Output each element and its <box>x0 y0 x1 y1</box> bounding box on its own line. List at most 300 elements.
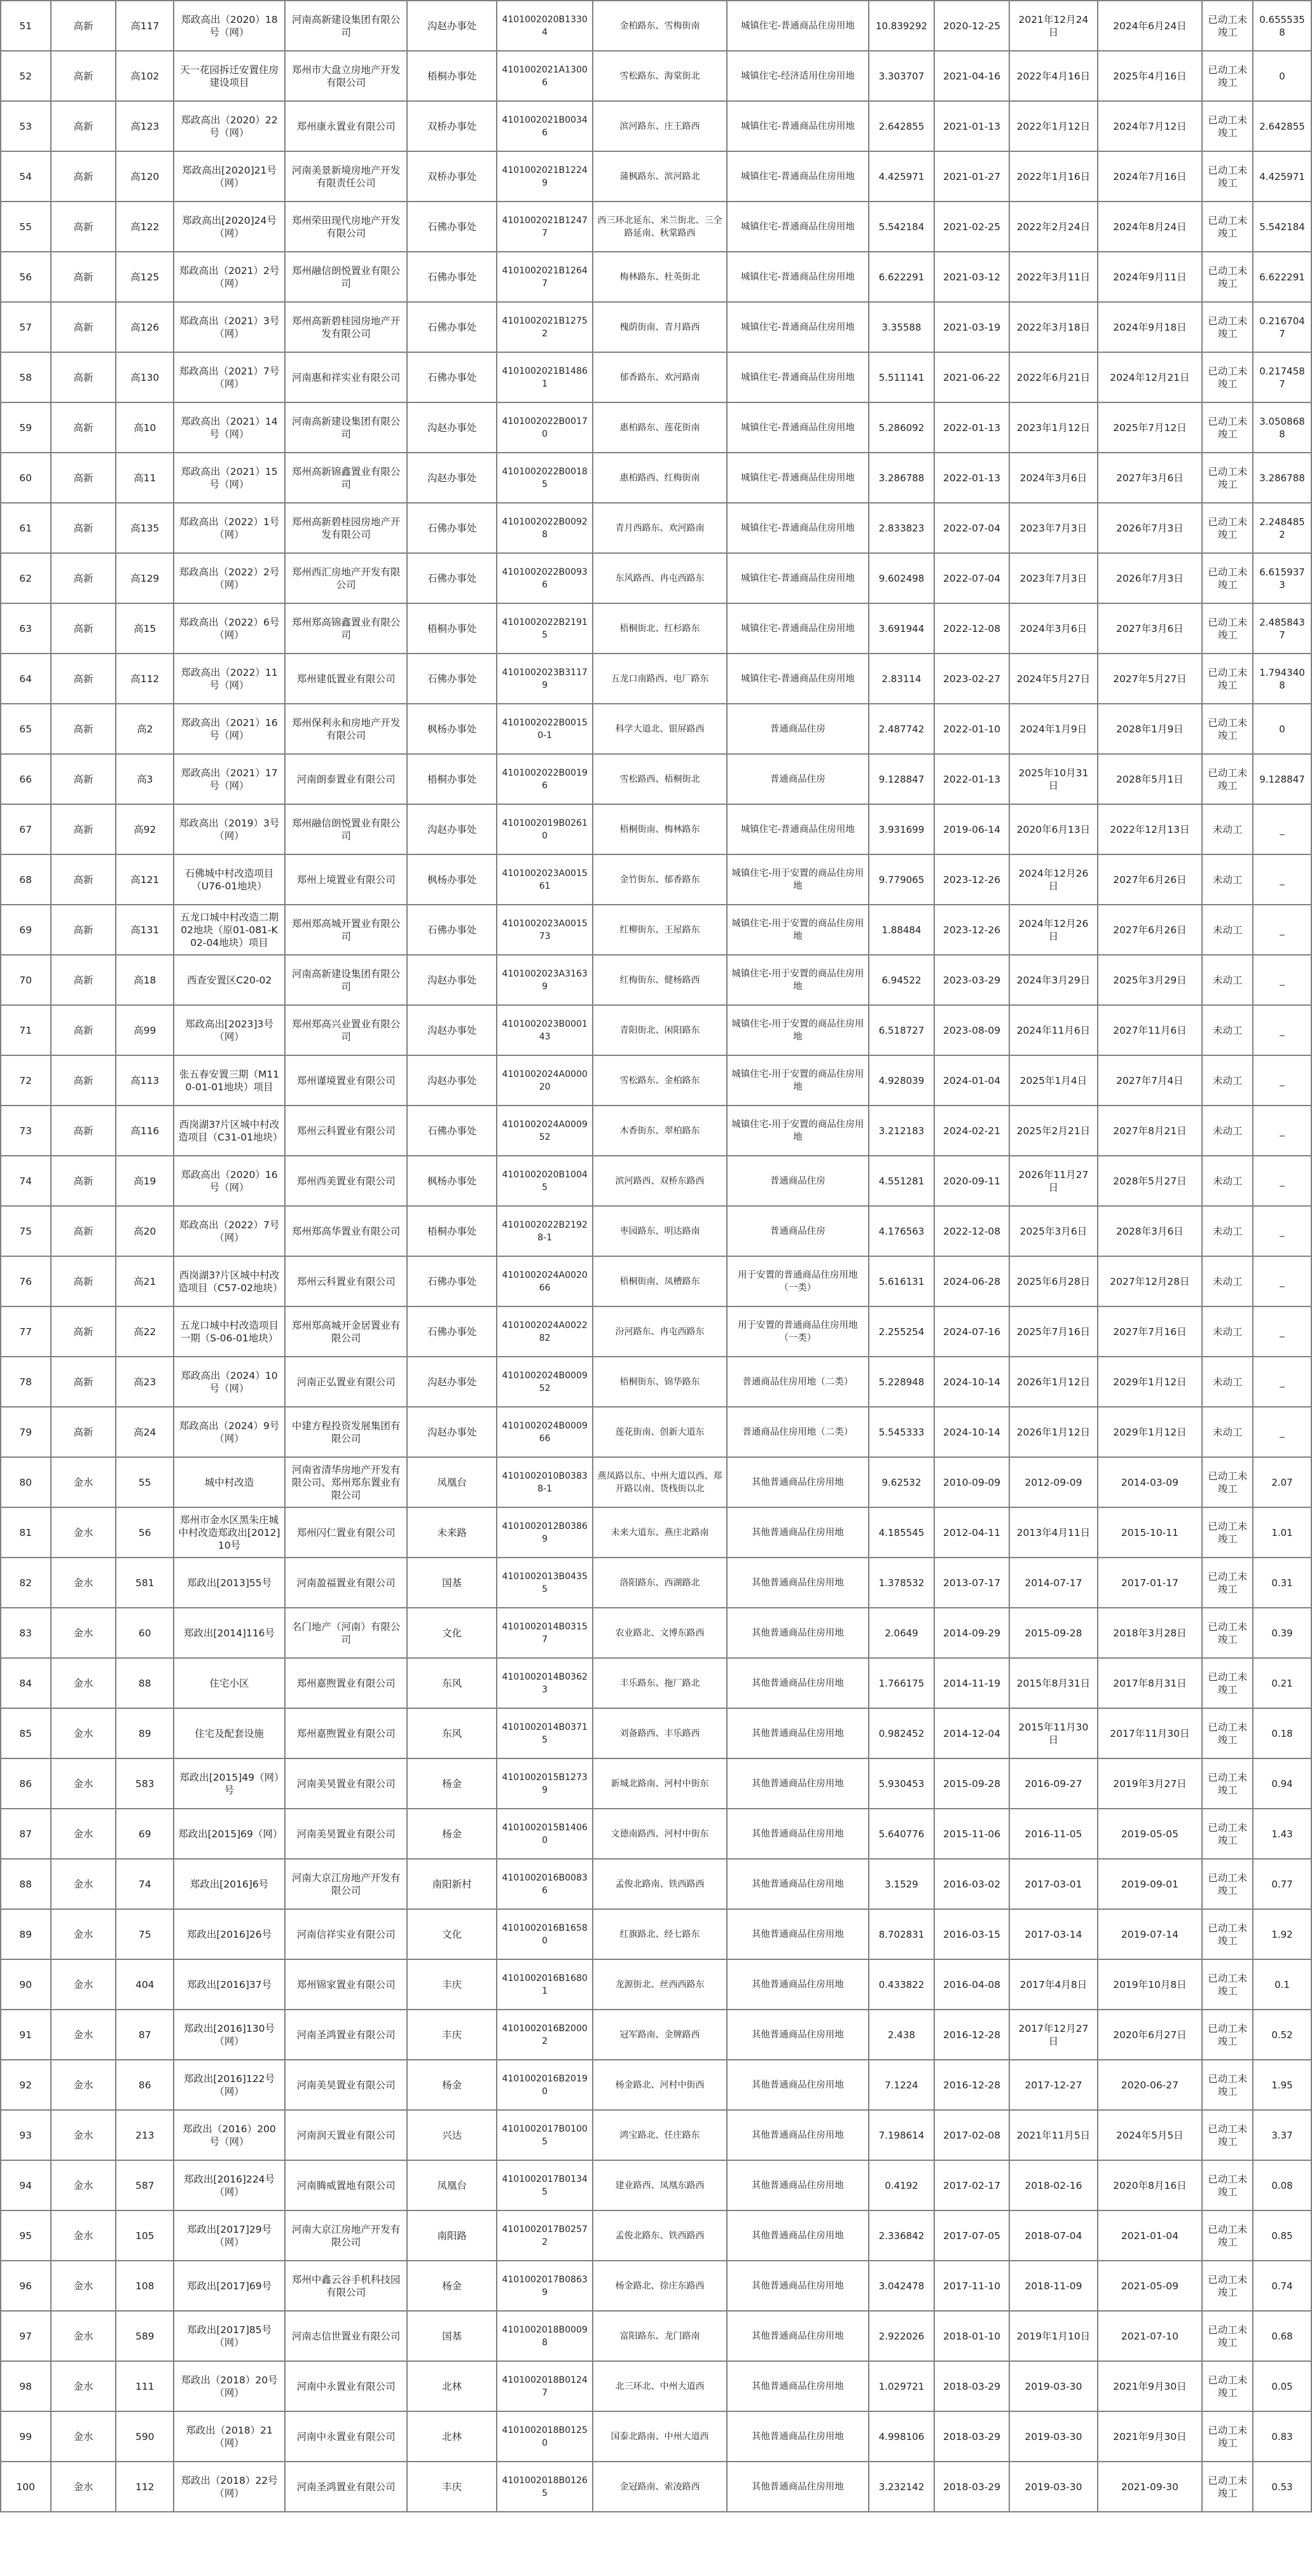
cell-company-name: 郑州锦家置业有限公司 <box>285 1959 407 2010</box>
cell-transfer-date: 2024-10-14 <box>934 1357 1009 1407</box>
cell-start-date: 2012-09-09 <box>1009 1457 1097 1507</box>
cell-district: 高新 <box>51 1306 116 1357</box>
cell-status: 已动工未竣工 <box>1202 654 1253 704</box>
cell-project-name: 西岗湖3?片区城中村改造项目（C57-02地块） <box>174 1256 285 1306</box>
cell-district: 高新 <box>51 1256 116 1306</box>
cell-land-code: 410100202​1B00346 <box>497 101 593 151</box>
cell-company-name: 河南朗泰置业有限公司 <box>285 754 407 804</box>
cell-project-name: 郑政高出（2021）2号（网） <box>174 252 285 302</box>
cell-status: 已动工未竣工 <box>1202 402 1253 453</box>
cell-completion-date: 2021年9月30日 <box>1098 2361 1203 2411</box>
cell-area: 2.255254 <box>869 1306 934 1357</box>
cell-status: 已动工未竣工 <box>1202 453 1253 503</box>
cell-location: 惠柏路西、红梅街南 <box>593 453 726 503</box>
cell-transfer-date: 2013-07-17 <box>934 1558 1009 1608</box>
cell-area: 2.642855 <box>869 101 934 151</box>
cell-row-number: 83 <box>1 1608 51 1658</box>
cell-district: 金水 <box>51 1859 116 1909</box>
cell-parcel-code: 69 <box>116 1809 174 1859</box>
cell-subdistrict: 南阳路 <box>407 2210 496 2261</box>
cell-company-name: 郑州高新碧桂园房地产开发有限公司 <box>285 302 407 352</box>
cell-row-number: 80 <box>1 1457 51 1507</box>
table-row <box>1 1809 1311 1859</box>
cell-parcel-code: 108 <box>116 2261 174 2311</box>
cell-start-date: 2022年1月16日 <box>1009 151 1097 202</box>
cell-transfer-date: 2022-12-08 <box>934 1206 1009 1256</box>
cell-location: 红梅街东、健杨路西 <box>593 955 726 1005</box>
cell-start-date: 2026年1月12日 <box>1009 1407 1097 1457</box>
cell-company-name: 郑州中鑫云谷手机科技园有限公司 <box>285 2261 407 2311</box>
cell-location: 金柏路东、雪梅街南 <box>593 1 726 51</box>
cell-subdistrict: 梧桐办事处 <box>407 1206 496 1256</box>
cell-start-date: 2016-11-05 <box>1009 1809 1097 1859</box>
cell-parcel-code: 高120 <box>116 151 174 202</box>
cell-status: 未动工 <box>1202 1005 1253 1055</box>
cell-area: 7.198614 <box>869 2110 934 2160</box>
cell-transfer-date: 2022-07-04 <box>934 553 1009 603</box>
cell-remaining-area: 0.08 <box>1253 2160 1311 2210</box>
cell-remaining-area: _ <box>1253 1055 1311 1106</box>
table-row <box>1 1055 1311 1106</box>
cell-completion-date: 2019-09-01 <box>1098 1859 1203 1909</box>
cell-project-name: 五龙口城中村改造二期02地块（原01-081-K02-04地块）项目 <box>174 905 285 955</box>
cell-completion-date: 2027年3月6日 <box>1098 603 1203 654</box>
cell-remaining-area: 1.7943408 <box>1253 654 1311 704</box>
cell-parcel-code: 213 <box>116 2110 174 2160</box>
cell-subdistrict: 石佛办事处 <box>407 654 496 704</box>
cell-land-code: 410100201​3B04355 <box>497 1558 593 1608</box>
cell-remaining-area: 2.4858437 <box>1253 603 1311 654</box>
table-row <box>1 1256 1311 1306</box>
cell-location: 红柳街东、王屋路东 <box>593 905 726 955</box>
cell-area: 6.518727 <box>869 1005 934 1055</box>
cell-land-code: 410100201​7B01345 <box>497 2160 593 2210</box>
cell-land-use: 其他普通商品住房用地 <box>727 1909 869 1959</box>
cell-district: 高新 <box>51 503 116 553</box>
cell-area: 4.928039 <box>869 1055 934 1106</box>
cell-area: 3.212183 <box>869 1106 934 1156</box>
cell-parcel-code: 高3 <box>116 754 174 804</box>
cell-district: 金水 <box>51 1558 116 1608</box>
cell-land-use: 用于安置的普通商品住房用地（一类） <box>727 1256 869 1306</box>
cell-row-number: 54 <box>1 151 51 202</box>
cell-location: 金冠路南、索凌路西 <box>593 2462 726 2512</box>
cell-start-date: 2017年12月27日 <box>1009 2010 1097 2060</box>
cell-land-use: 城镇住宅-普通商品住房用地 <box>727 302 869 352</box>
cell-district: 金水 <box>51 1507 116 1558</box>
cell-remaining-area: 1.01 <box>1253 1507 1311 1558</box>
cell-project-name: 郑政出[2016]26号 <box>174 1909 285 1959</box>
cell-subdistrict: 石佛办事处 <box>407 905 496 955</box>
cell-location: 新城北路南、河村中街东 <box>593 1758 726 1809</box>
cell-status: 已动工未竣工 <box>1202 1809 1253 1859</box>
table-row <box>1 453 1311 503</box>
cell-remaining-area: _ <box>1253 1306 1311 1357</box>
cell-parcel-code: 高11 <box>116 453 174 503</box>
cell-status: 已动工未竣工 <box>1202 1658 1253 1708</box>
cell-location: 滨河路东、庄王路西 <box>593 101 726 151</box>
cell-location: 未来大道东、燕庄北路南 <box>593 1507 726 1558</box>
table-row <box>1 2110 1311 2160</box>
cell-row-number: 100 <box>1 2462 51 2512</box>
cell-location: 五龙口南路西、电厂路东 <box>593 654 726 704</box>
cell-location: 杨金路北、徐庄东路西 <box>593 2261 726 2311</box>
cell-location: 丰乐路东、拖厂路北 <box>593 1658 726 1708</box>
cell-project-name: 石佛城中村改造项目（U76-01地块） <box>174 854 285 905</box>
cell-project-name: 郑政高出（2021）17号（网） <box>174 754 285 804</box>
cell-transfer-date: 2021-04-16 <box>934 51 1009 101</box>
cell-start-date: 2022年1月12日 <box>1009 101 1097 151</box>
cell-district: 高新 <box>51 101 116 151</box>
cell-status: 未动工 <box>1202 955 1253 1005</box>
cell-location: 杨金路北、河村中街西 <box>593 2060 726 2110</box>
table-row <box>1 2010 1311 2060</box>
cell-status: 已动工未竣工 <box>1202 2110 1253 2160</box>
cell-land-use: 其他普通商品住房用地 <box>727 2411 869 2462</box>
table-row <box>1 955 1311 1005</box>
cell-company-name: 河南大京江房地产开发有限公司 <box>285 1859 407 1909</box>
table-row <box>1 1306 1311 1357</box>
cell-company-name: 河南美景新境房地产开发有限责任公司 <box>285 151 407 202</box>
cell-area: 6.622291 <box>869 252 934 302</box>
cell-status: 未动工 <box>1202 1206 1253 1256</box>
cell-start-date: 2022年6月21日 <box>1009 352 1097 402</box>
table-body <box>1 1 1311 2512</box>
cell-status: 已动工未竣工 <box>1202 352 1253 402</box>
cell-remaining-area: 0 <box>1253 51 1311 101</box>
cell-company-name: 郑州郑高华置业有限公司 <box>285 1206 407 1256</box>
cell-completion-date: 2028年1月9日 <box>1098 704 1203 754</box>
cell-area: 9.602498 <box>869 553 934 603</box>
cell-land-code: 410100202​1B12752 <box>497 302 593 352</box>
cell-company-name: 名门地产（河南）有限公司 <box>285 1608 407 1658</box>
cell-status: 已动工未竣工 <box>1202 503 1253 553</box>
cell-completion-date: 2021年9月30日 <box>1098 2411 1203 2462</box>
cell-district: 高新 <box>51 603 116 654</box>
cell-completion-date: 2024年5月5日 <box>1098 2110 1203 2160</box>
cell-district: 高新 <box>51 202 116 252</box>
cell-subdistrict: 石佛办事处 <box>407 503 496 553</box>
table-row <box>1 1658 1311 1708</box>
cell-project-name: 郑政出（2016）200号（网） <box>174 2110 285 2160</box>
cell-start-date: 2020年6月13日 <box>1009 804 1097 854</box>
cell-transfer-date: 2012-04-11 <box>934 1507 1009 1558</box>
cell-status: 已动工未竣工 <box>1202 754 1253 804</box>
table-row <box>1 101 1311 151</box>
cell-subdistrict: 石佛办事处 <box>407 252 496 302</box>
cell-location: 东风路西、冉屯西路东 <box>593 553 726 603</box>
table-row <box>1 252 1311 302</box>
table-row <box>1 1558 1311 1608</box>
cell-land-code: 410100201​7B02572 <box>497 2210 593 2261</box>
cell-status: 已动工未竣工 <box>1202 101 1253 151</box>
cell-start-date: 2021年12月24日 <box>1009 1 1097 51</box>
cell-land-use: 其他普通商品住房用地 <box>727 1708 869 1758</box>
cell-status: 未动工 <box>1202 905 1253 955</box>
cell-status: 已动工未竣工 <box>1202 2462 1253 2512</box>
cell-area: 3.1529 <box>869 1859 934 1909</box>
cell-completion-date: 2015-10-11 <box>1098 1507 1203 1558</box>
cell-area: 5.542184 <box>869 202 934 252</box>
cell-status: 已动工未竣工 <box>1202 151 1253 202</box>
cell-row-number: 78 <box>1 1357 51 1407</box>
cell-row-number: 97 <box>1 2311 51 2361</box>
table-row <box>1 1106 1311 1156</box>
cell-parcel-code: 高121 <box>116 854 174 905</box>
cell-area: 9.128847 <box>869 754 934 804</box>
cell-parcel-code: 74 <box>116 1859 174 1909</box>
cell-remaining-area: _ <box>1253 1156 1311 1206</box>
cell-status: 未动工 <box>1202 1306 1253 1357</box>
cell-parcel-code: 88 <box>116 1658 174 1708</box>
cell-subdistrict: 未来路 <box>407 1507 496 1558</box>
cell-land-code: 410100202​2B00150-1 <box>497 704 593 754</box>
cell-project-name: 张五春安置三期（M110-01-01地块）项目 <box>174 1055 285 1106</box>
cell-completion-date: 2027年7月4日 <box>1098 1055 1203 1106</box>
cell-parcel-code: 高129 <box>116 553 174 603</box>
cell-subdistrict: 梧桐办事处 <box>407 754 496 804</box>
cell-district: 高新 <box>51 252 116 302</box>
cell-parcel-code: 高126 <box>116 302 174 352</box>
cell-row-number: 93 <box>1 2110 51 2160</box>
cell-project-name: 天一花园拆迁安置住房建设项目 <box>174 51 285 101</box>
cell-district: 金水 <box>51 1708 116 1758</box>
cell-company-name: 郑州闪仁置业有限公司 <box>285 1507 407 1558</box>
cell-subdistrict: 沟赵办事处 <box>407 1 496 51</box>
table-row <box>1 1206 1311 1256</box>
cell-parcel-code: 高23 <box>116 1357 174 1407</box>
cell-project-name: 西查安置区C20-02 <box>174 955 285 1005</box>
cell-transfer-date: 2021-01-13 <box>934 101 1009 151</box>
table-row <box>1 51 1311 101</box>
cell-location: 富阳路东、龙门路南 <box>593 2311 726 2361</box>
cell-land-use: 其他普通商品住房用地 <box>727 1457 869 1507</box>
cell-remaining-area: 6.622291 <box>1253 252 1311 302</box>
cell-status: 已动工未竣工 <box>1202 2411 1253 2462</box>
cell-parcel-code: 高24 <box>116 1407 174 1457</box>
cell-location: 雪松路东、海棠街北 <box>593 51 726 101</box>
cell-remaining-area: _ <box>1253 1005 1311 1055</box>
cell-district: 金水 <box>51 1809 116 1859</box>
cell-district: 高新 <box>51 453 116 503</box>
cell-row-number: 69 <box>1 905 51 955</box>
cell-parcel-code: 高15 <box>116 603 174 654</box>
cell-area: 9.779065 <box>869 854 934 905</box>
cell-remaining-area: 0.74 <box>1253 2261 1311 2311</box>
cell-land-code: 410100202​4A000952 <box>497 1106 593 1156</box>
table-row <box>1 1859 1311 1909</box>
cell-location: 龙源街北、丝西西路东 <box>593 1959 726 2010</box>
cell-company-name: 郑州郑高锦鑫置业有限公司 <box>285 603 407 654</box>
cell-row-number: 70 <box>1 955 51 1005</box>
cell-subdistrict: 兴达 <box>407 2110 496 2160</box>
cell-transfer-date: 2018-03-29 <box>934 2462 1009 2512</box>
cell-row-number: 94 <box>1 2160 51 2210</box>
cell-company-name: 河南圣鸿置业有限公司 <box>285 2462 407 2512</box>
cell-parcel-code: 105 <box>116 2210 174 2261</box>
cell-completion-date: 2019-05-05 <box>1098 1809 1203 1859</box>
cell-district: 金水 <box>51 1658 116 1708</box>
cell-company-name: 郑州郑高城开置业有限公司 <box>285 905 407 955</box>
cell-company-name: 郑州保利永和房地产开发有限公司 <box>285 704 407 754</box>
cell-remaining-area: 3.37 <box>1253 2110 1311 2160</box>
cell-status: 未动工 <box>1202 1407 1253 1457</box>
cell-start-date: 2026年11月27日 <box>1009 1156 1097 1206</box>
cell-parcel-code: 高116 <box>116 1106 174 1156</box>
table-row <box>1 2311 1311 2361</box>
cell-parcel-code: 75 <box>116 1909 174 1959</box>
cell-land-use: 城镇住宅-用于安置的商品住房用地 <box>727 905 869 955</box>
cell-land-use: 其他普通商品住房用地 <box>727 2361 869 2411</box>
cell-remaining-area: 5.542184 <box>1253 202 1311 252</box>
cell-company-name: 中建方程投资发展集团有限公司 <box>285 1407 407 1457</box>
cell-remaining-area: 1.95 <box>1253 2060 1311 2110</box>
cell-subdistrict: 杨金 <box>407 1758 496 1809</box>
cell-start-date: 2014-07-17 <box>1009 1558 1097 1608</box>
cell-completion-date: 2025年4月16日 <box>1098 51 1203 101</box>
cell-land-code: 410100201​8B01247 <box>497 2361 593 2411</box>
cell-transfer-date: 2022-01-13 <box>934 453 1009 503</box>
cell-district: 高新 <box>51 151 116 202</box>
cell-completion-date: 2029年1月12日 <box>1098 1357 1203 1407</box>
cell-land-use: 其他普通商品住房用地 <box>727 1507 869 1558</box>
cell-completion-date: 2019年3月27日 <box>1098 1758 1203 1809</box>
cell-land-use: 其他普通商品住房用地 <box>727 2261 869 2311</box>
cell-parcel-code: 高122 <box>116 202 174 252</box>
cell-area: 3.691944 <box>869 603 934 654</box>
cell-remaining-area: 0.77 <box>1253 1859 1311 1909</box>
table-row <box>1 202 1311 252</box>
cell-status: 已动工未竣工 <box>1202 603 1253 654</box>
cell-land-code: 410100202​2B21915 <box>497 603 593 654</box>
cell-location: 建业路西、凤凰东路西 <box>593 2160 726 2210</box>
cell-remaining-area: 0.94 <box>1253 1758 1311 1809</box>
cell-completion-date: 2017年11月30日 <box>1098 1708 1203 1758</box>
cell-project-name: 郑政高出（2021）7号（网） <box>174 352 285 402</box>
cell-transfer-date: 2022-01-13 <box>934 754 1009 804</box>
cell-company-name: 河南信祥实业有限公司 <box>285 1909 407 1959</box>
cell-land-code: 410100201​6B20190 <box>497 2060 593 2110</box>
cell-row-number: 64 <box>1 654 51 704</box>
cell-project-name: 郑政高出（2024）10号（网） <box>174 1357 285 1407</box>
cell-completion-date: 2024年9月11日 <box>1098 252 1203 302</box>
table-row <box>1 1758 1311 1809</box>
cell-row-number: 98 <box>1 2361 51 2411</box>
cell-parcel-code: 404 <box>116 1959 174 2010</box>
cell-transfer-date: 2022-01-13 <box>934 402 1009 453</box>
cell-district: 金水 <box>51 1909 116 1959</box>
cell-land-use: 城镇住宅-用于安置的商品住房用地 <box>727 955 869 1005</box>
table-row <box>1 2160 1311 2210</box>
cell-row-number: 56 <box>1 252 51 302</box>
cell-transfer-date: 2017-07-05 <box>934 2210 1009 2261</box>
cell-completion-date: 2024年8月24日 <box>1098 202 1203 252</box>
cell-area: 2.922026 <box>869 2311 934 2361</box>
cell-row-number: 72 <box>1 1055 51 1106</box>
cell-land-code: 410100201​6B16801 <box>497 1959 593 2010</box>
cell-land-code: 410100202​0B13304 <box>497 1 593 51</box>
cell-land-code: 410100201​0B03838-1 <box>497 1457 593 1507</box>
cell-transfer-date: 2022-01-10 <box>934 704 1009 754</box>
cell-status: 已动工未竣工 <box>1202 1558 1253 1608</box>
cell-status: 未动工 <box>1202 1106 1253 1156</box>
cell-subdistrict: 国基 <box>407 1558 496 1608</box>
cell-transfer-date: 2021-03-19 <box>934 302 1009 352</box>
cell-land-code: 410100201​6B20002 <box>497 2010 593 2060</box>
cell-project-name: 郑政出[2017]85号（网） <box>174 2311 285 2361</box>
cell-remaining-area: 1.43 <box>1253 1809 1311 1859</box>
table-row <box>1 2462 1311 2512</box>
cell-remaining-area: 6.6159373 <box>1253 553 1311 603</box>
cell-project-name: 郑政出[2013]55号 <box>174 1558 285 1608</box>
cell-status: 已动工未竣工 <box>1202 1 1253 51</box>
cell-land-code: 410100202​4A002066 <box>497 1256 593 1306</box>
cell-subdistrict: 枫杨办事处 <box>407 854 496 905</box>
cell-land-code: 410100201​8B00098 <box>497 2311 593 2361</box>
table-row <box>1 302 1311 352</box>
cell-land-code: 410100201​4B03715 <box>497 1708 593 1758</box>
cell-transfer-date: 2021-01-27 <box>934 151 1009 202</box>
cell-company-name: 郑州高新碧桂园房地产开发有限公司 <box>285 503 407 553</box>
cell-parcel-code: 高19 <box>116 1156 174 1206</box>
cell-transfer-date: 2022-07-04 <box>934 503 1009 553</box>
cell-row-number: 55 <box>1 202 51 252</box>
cell-remaining-area: _ <box>1253 854 1311 905</box>
cell-completion-date: 2027年12月28日 <box>1098 1256 1203 1306</box>
cell-start-date: 2017-03-14 <box>1009 1909 1097 1959</box>
cell-district: 金水 <box>51 2060 116 2110</box>
cell-parcel-code: 55 <box>116 1457 174 1507</box>
cell-area: 0.982452 <box>869 1708 934 1758</box>
cell-status: 已动工未竣工 <box>1202 704 1253 754</box>
cell-area: 3.931699 <box>869 804 934 854</box>
cell-completion-date: 2018年3月28日 <box>1098 1608 1203 1658</box>
cell-district: 高新 <box>51 402 116 453</box>
cell-area: 5.930453 <box>869 1758 934 1809</box>
cell-remaining-area: 0 <box>1253 704 1311 754</box>
cell-land-code: 410100201​5B12739 <box>497 1758 593 1809</box>
cell-status: 未动工 <box>1202 1256 1253 1306</box>
cell-start-date: 2013年4月11日 <box>1009 1507 1097 1558</box>
cell-project-name: 住宅小区 <box>174 1658 285 1708</box>
cell-row-number: 88 <box>1 1859 51 1909</box>
cell-district: 金水 <box>51 2160 116 2210</box>
cell-start-date: 2018-07-04 <box>1009 2210 1097 2261</box>
cell-completion-date: 2025年7月12日 <box>1098 402 1203 453</box>
cell-remaining-area: 0.31 <box>1253 1558 1311 1608</box>
cell-status: 未动工 <box>1202 1156 1253 1206</box>
cell-start-date: 2017-03-01 <box>1009 1859 1097 1909</box>
cell-location: 西三环北延东、米兰街北、三全路延南、秋棠路西 <box>593 202 726 252</box>
cell-start-date: 2023年7月3日 <box>1009 503 1097 553</box>
cell-land-code: 410100202​1B14861 <box>497 352 593 402</box>
cell-land-use: 城镇住宅-经济适用住房用地 <box>727 51 869 101</box>
cell-project-name: 郑政高出（2022）7号（网） <box>174 1206 285 1256</box>
cell-status: 已动工未竣工 <box>1202 553 1253 603</box>
cell-transfer-date: 2018-03-29 <box>934 2411 1009 2462</box>
cell-district: 高新 <box>51 754 116 804</box>
cell-parcel-code: 589 <box>116 2311 174 2361</box>
cell-transfer-date: 2015-09-28 <box>934 1758 1009 1809</box>
cell-subdistrict: 凤凰台 <box>407 2160 496 2210</box>
cell-location: 槐荫街南、青月路西 <box>593 302 726 352</box>
cell-district: 高新 <box>51 1 116 51</box>
cell-start-date: 2017年4月8日 <box>1009 1959 1097 2010</box>
cell-start-date: 2022年3月18日 <box>1009 302 1097 352</box>
cell-location: 雪松路西、梧桐街北 <box>593 754 726 804</box>
cell-area: 3.35588 <box>869 302 934 352</box>
cell-start-date: 2015-09-28 <box>1009 1608 1097 1658</box>
